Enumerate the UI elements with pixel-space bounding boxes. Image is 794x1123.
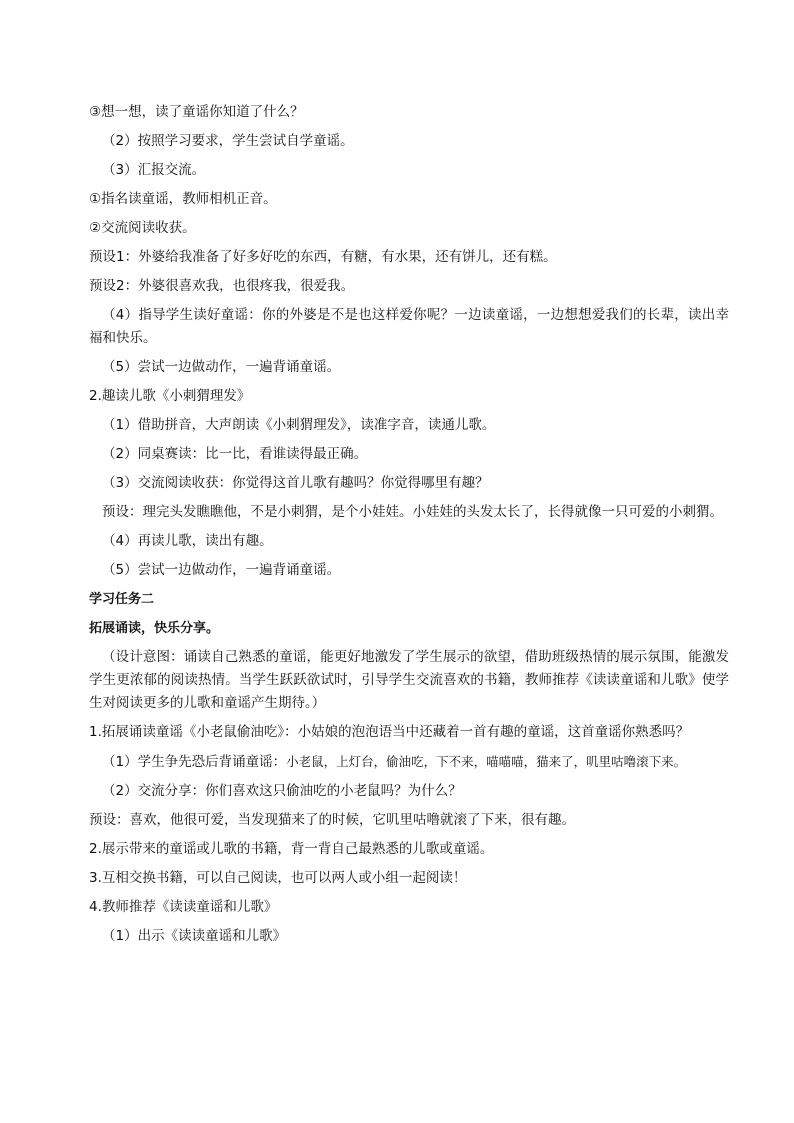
text-line: ②交流阅读收获。 (89, 220, 196, 236)
text-line: （1）出示《读读童谣和儿歌》 (102, 928, 287, 944)
document-body (89, 98, 729, 951)
text-line: （2）交流分享：你们喜欢这只偷油吃的小老鼠吗？为什么？ (102, 783, 462, 799)
text-line: （1）借助拼音，大声朗读《小刺猬理发》，读准字音，读通儿歌。 (102, 417, 496, 433)
text-line: 2.趣读儿歌《小刺猬理发》 (89, 388, 251, 404)
text-line: 预设：喜欢，他很可爱，当发现猫来了的时候，它叽里咕噜就滚了下来，很有趣。 (89, 812, 575, 828)
text-line: （2）同桌赛读：比一比，看谁读得最正确。 (102, 446, 368, 462)
text-line: 1.拓展诵读童谣《小老鼠偷油吃》：小姑娘的泡泡语当中还藏着一首有趣的童谣，这首童谣你熟悉吗？ (89, 724, 690, 740)
section-subheading: 拓展诵读，快乐分享。 (89, 621, 220, 636)
text-line: 3.互相交换书籍，可以自己阅读，也可以两人或小组一起阅读！ (89, 870, 467, 886)
text-line-label: （1）学生争先恐后背诵童谣： (102, 754, 287, 770)
text-paragraph: （4）指导学生读好童谣：你的外婆是不是也这样爱你呢？一边读童谣，一边想想爱我们的长辈，读出幸福和快乐。 (89, 307, 729, 346)
text-line: 4.教师推荐《读读童谣和儿歌》 (89, 899, 278, 915)
rhyme-text: 小老鼠，上灯台，偷油吃，下不来，喵喵喵，猫来了，叽里咕噜滚下来。 (286, 754, 687, 769)
text-line-with-rhyme (89, 747, 729, 777)
text-line: （5）尝试一边做动作，一遍背诵童谣。 (102, 359, 341, 375)
text-line: （2）按照学习要求，学生尝试自学童谣。 (102, 133, 354, 149)
text-paragraph: 预设：理完头发瞧瞧他，不是小刺猬，是个小娃娃。小娃娃的头发太长了，长得就像一只可爱的小刺猬。 (102, 504, 723, 520)
text-line: 预设2：外婆很喜欢我，也很疼我，很爱我。 (89, 278, 355, 294)
text-line: （5）尝试一边做动作，一遍背诵童谣。 (102, 562, 341, 578)
section-heading: 学习任务二 (89, 592, 155, 607)
text-line: ③想一想，读了童谣你知道了什么？ (89, 104, 304, 120)
text-line: ①指名读童谣，教师相机正音。 (89, 191, 277, 207)
text-line: 预设1：外婆给我准备了好多好吃的东西，有糖，有水果，还有饼儿，还有糕。 (89, 249, 557, 265)
text-line: （4）再读儿歌，读出有趣。 (102, 533, 273, 549)
text-line: 2.展示带来的童谣或儿歌的书籍，背一背自己最熟悉的儿歌或童谣。 (89, 841, 494, 857)
text-line: （3）交流阅读收获：你觉得这首儿歌有趣吗？你觉得哪里有趣？ (102, 475, 489, 491)
design-intent-paragraph: （设计意图：诵读自己熟悉的童谣，能更好地激发了学生展示的欲望，借助班级热情的展示氛围，能激发学生更浓郁的阅读热情。当学生跃跃欲试时，引导学生交流喜欢的书籍，教师推荐《读读童谣和儿歌》使学生对阅读更多的儿歌和童谣产生期待。） (89, 649, 729, 711)
text-line: （3）汇报交流。 (102, 162, 206, 178)
